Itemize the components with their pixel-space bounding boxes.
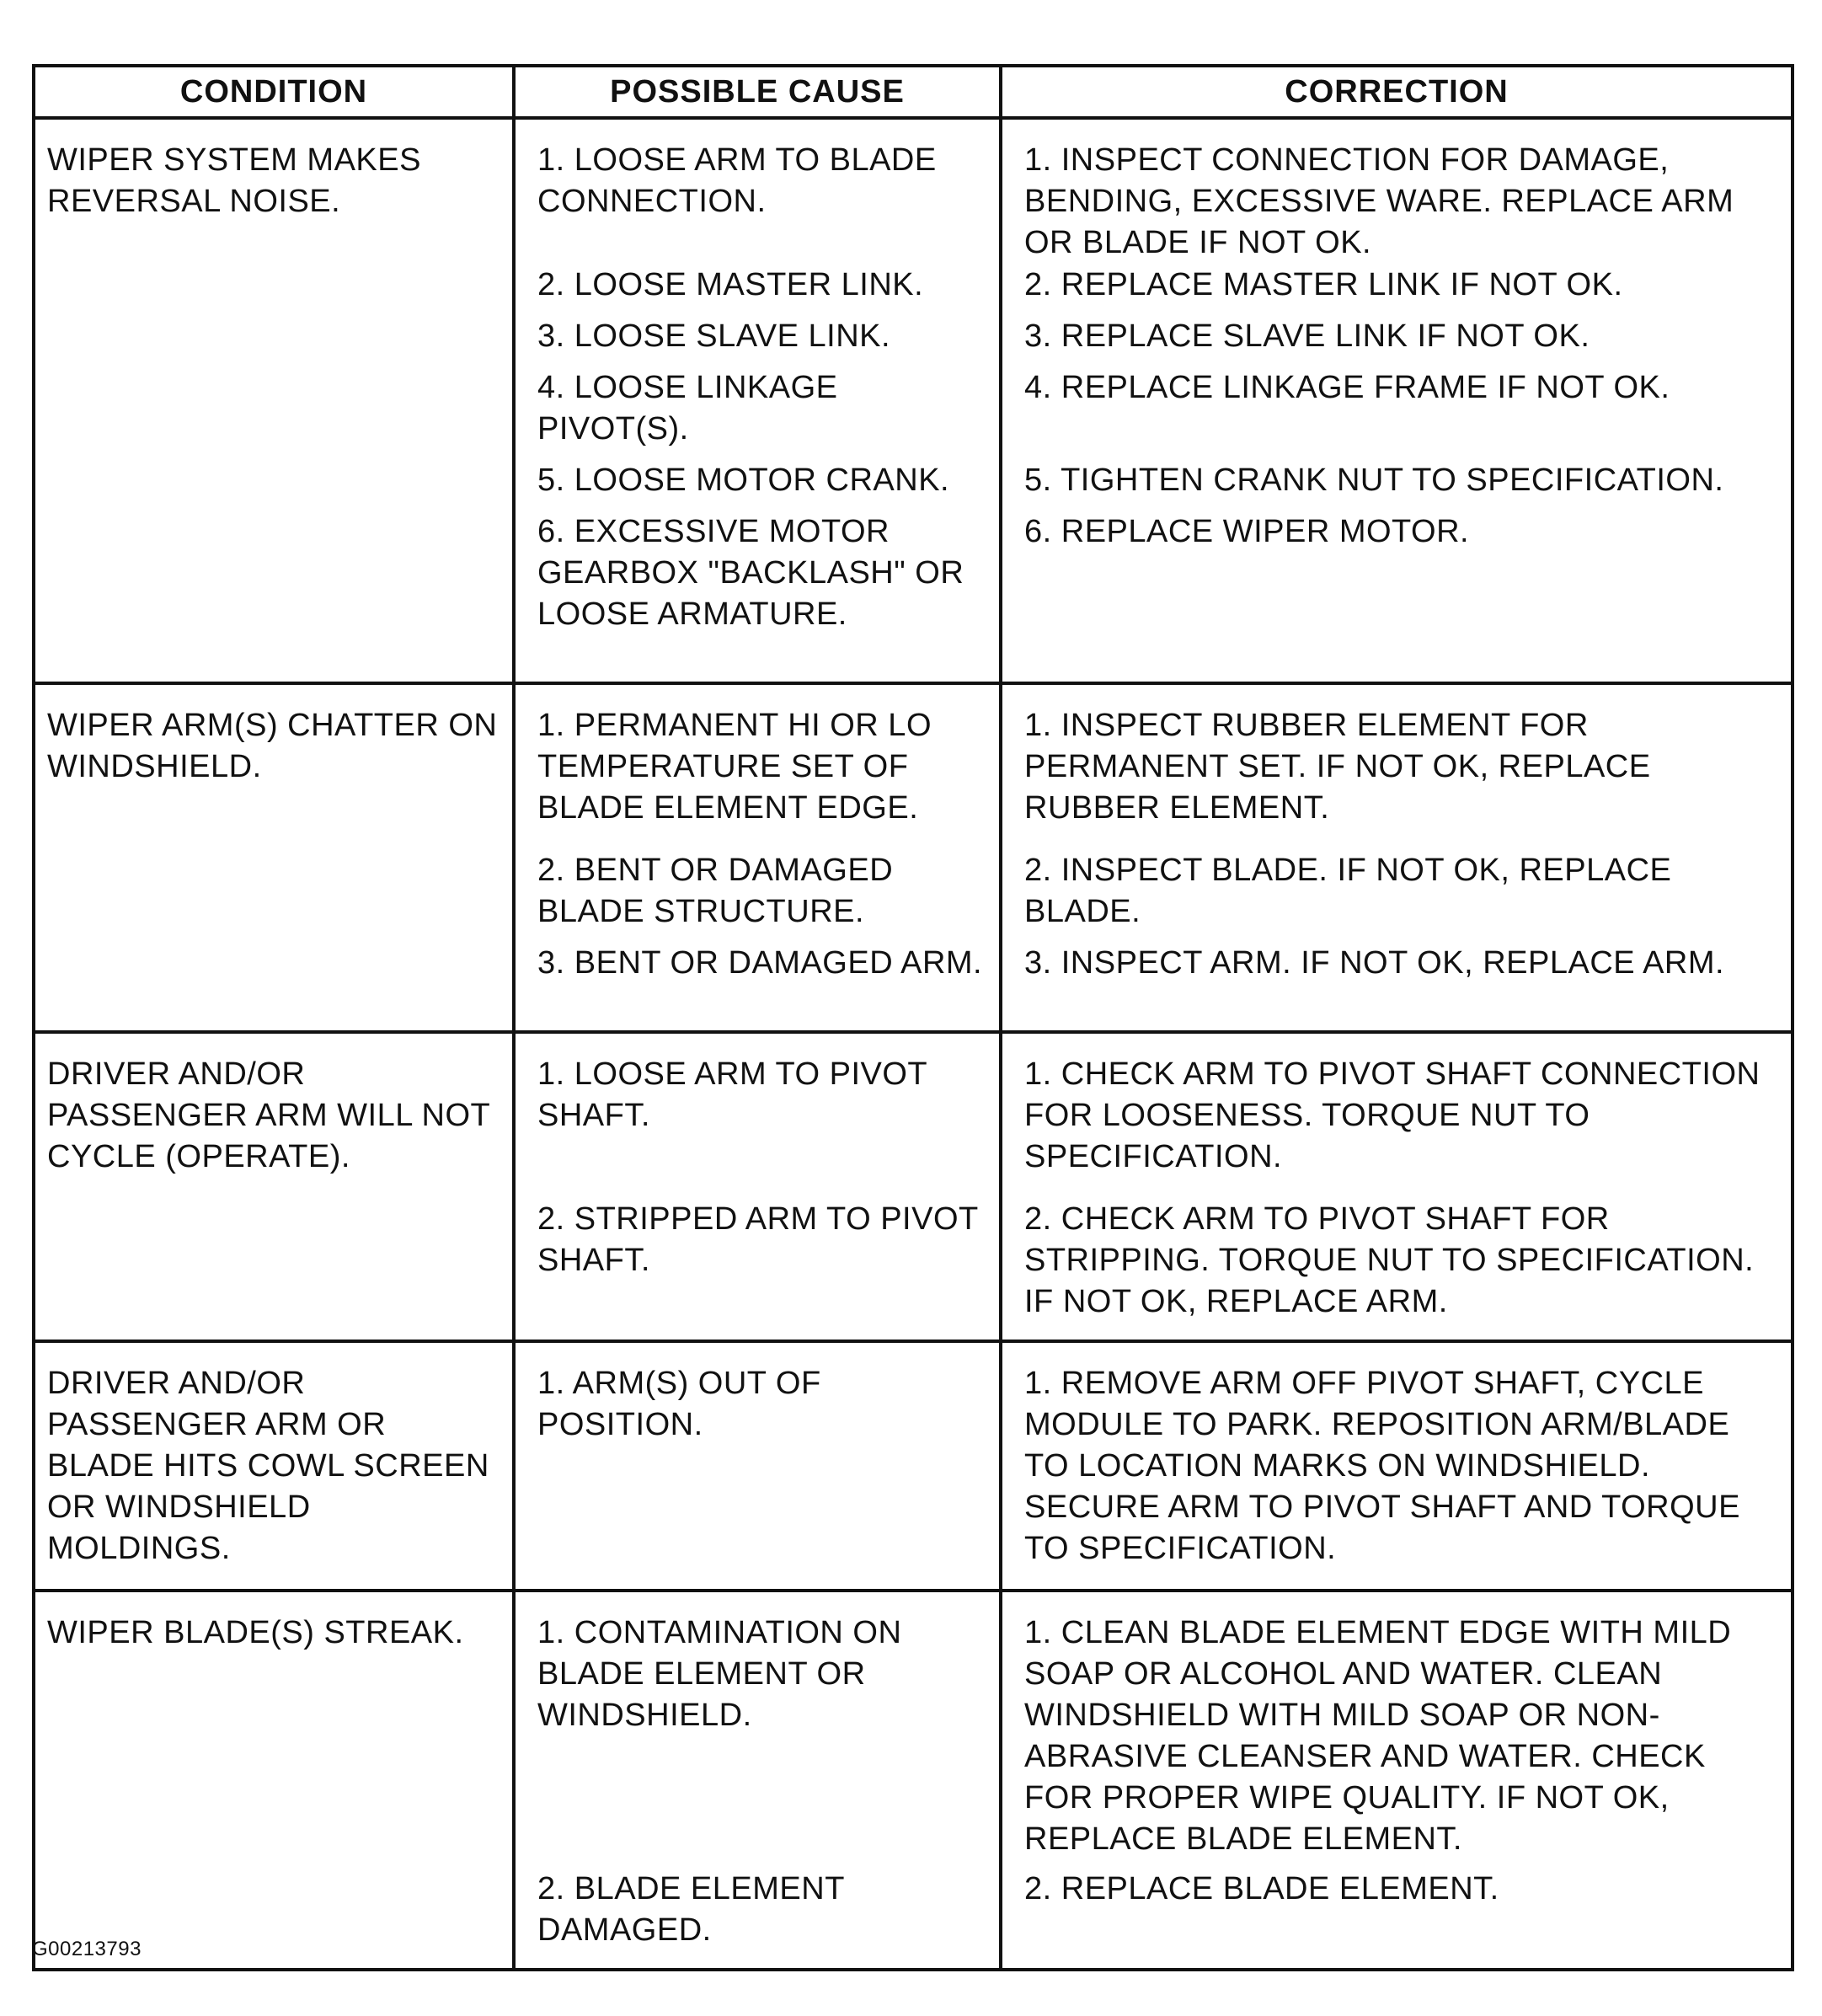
correction-item: 1. CHECK ARM TO PIVOT SHAFT CONNECTION FOR LOOSENESS. TORQUE NUT TO SPECIFICATION.: [1024, 1056, 1761, 1174]
correction-cell: [1001, 1591, 1793, 1970]
cause-item: 1. LOOSE ARM TO BLADE CONNECTION.: [537, 142, 937, 219]
correction-item: 6. REPLACE WIPER MOTOR.: [1024, 514, 1470, 549]
figure-id-label: G00213793: [32, 1938, 142, 1960]
cause-item: 2. BENT OR DAMAGED BLADE STRUCTURE.: [537, 853, 894, 929]
table-row: [34, 1591, 1793, 1970]
cause-item: 1. LOOSE ARM TO PIVOT SHAFT.: [537, 1056, 927, 1133]
cause-item: 5. LOOSE MOTOR CRANK.: [537, 463, 950, 498]
correction-cell: [1001, 1032, 1793, 1341]
header-condition: CONDITION: [34, 66, 514, 118]
cause-item: 4. LOOSE LINKAGE PIVOT(S).: [537, 370, 838, 447]
cause-item: 6. EXCESSIVE MOTOR GEARBOX "BACKLASH" OR LOOSE ARMATURE.: [537, 514, 964, 632]
cause-cell: [514, 1341, 1001, 1591]
cause-cell: [514, 118, 1001, 683]
correction-item: 2. REPLACE BLADE ELEMENT.: [1024, 1871, 1499, 1906]
correction-item: 4. REPLACE LINKAGE FRAME IF NOT OK.: [1024, 370, 1670, 405]
condition-cell: DRIVER AND/OR PASSENGER ARM OR BLADE HITS COWL SCREEN OR WINDSHIELD MOLDINGS.: [34, 1341, 514, 1591]
cause-item: 3. BENT OR DAMAGED ARM.: [537, 945, 983, 981]
correction-item: 3. REPLACE SLAVE LINK IF NOT OK.: [1024, 318, 1590, 354]
header-row: [34, 66, 1793, 118]
correction-item: 2. REPLACE MASTER LINK IF NOT OK.: [1024, 267, 1623, 302]
cause-item: 2. BLADE ELEMENT DAMAGED.: [537, 1871, 845, 1948]
table-row: [34, 1341, 1793, 1591]
diagnosis-table: [32, 64, 1794, 1971]
cause-item: 1. ARM(S) OUT OF POSITION.: [537, 1366, 821, 1442]
condition-cell: WIPER BLADE(S) STREAK.: [34, 1591, 514, 1970]
table-row: [34, 1032, 1793, 1341]
table-header: [34, 66, 1793, 118]
correction-item: 2. CHECK ARM TO PIVOT SHAFT FOR STRIPPING. TORQUE NUT TO SPECIFICATION. IF NOT OK, REPLACE ARM.: [1024, 1201, 1755, 1319]
correction-item: 3. INSPECT ARM. IF NOT OK, REPLACE ARM.: [1024, 945, 1725, 981]
correction-item: 1. INSPECT RUBBER ELEMENT FOR PERMANENT SET. IF NOT OK, REPLACE RUBBER ELEMENT.: [1024, 708, 1651, 826]
cause-item: 1. PERMANENT HI OR LO TEMPERATURE SET OF BLADE ELEMENT EDGE.: [537, 708, 932, 826]
correction-item: 1. REMOVE ARM OFF PIVOT SHAFT, CYCLE MODULE TO PARK. REPOSITION ARM/BLADE TO LOCATION MARKS ON WINDSHIELD. SECURE ARM TO PIVOT SHAFT AND TORQUE TO SPECIFICATION.: [1024, 1366, 1740, 1566]
condition-cell: WIPER SYSTEM MAKES REVERSAL NOISE.: [34, 118, 514, 683]
correction-cell: [1001, 1341, 1793, 1591]
header-correction: CORRECTION: [1001, 66, 1793, 118]
correction-item: 5. TIGHTEN CRANK NUT TO SPECIFICATION.: [1024, 463, 1724, 498]
table-row: [34, 118, 1793, 683]
table-body: [34, 118, 1793, 1970]
cause-item: 1. CONTAMINATION ON BLADE ELEMENT OR WINDSHIELD.: [537, 1615, 902, 1733]
condition-cell: WIPER ARM(S) CHATTER ON WINDSHIELD.: [34, 683, 514, 1032]
correction-item: 1. CLEAN BLADE ELEMENT EDGE WITH MILD SOAP OR ALCOHOL AND WATER. CLEAN WINDSHIELD WITH MILD SOAP OR NON-ABRASIVE CLEANSER AND WATER. CHECK FOR PROPER WIPE QUALITY. IF NOT OK, REPLACE BLADE ELEMENT.: [1024, 1615, 1732, 1857]
correction-item: 2. INSPECT BLADE. IF NOT OK, REPLACE BLADE.: [1024, 853, 1672, 929]
correction-item: 1. INSPECT CONNECTION FOR DAMAGE, BENDING, EXCESSIVE WARE. REPLACE ARM OR BLADE IF NOT OK.: [1024, 142, 1734, 260]
condition-cell: DRIVER AND/OR PASSENGER ARM WILL NOT CYCLE (OPERATE).: [34, 1032, 514, 1341]
cause-cell: [514, 1032, 1001, 1341]
table-row: [34, 683, 1793, 1032]
correction-cell: [1001, 118, 1793, 683]
cause-cell: [514, 683, 1001, 1032]
cause-item: 2. STRIPPED ARM TO PIVOT SHAFT.: [537, 1201, 979, 1278]
correction-cell: [1001, 683, 1793, 1032]
cause-cell: [514, 1591, 1001, 1970]
cause-item: 3. LOOSE SLAVE LINK.: [537, 318, 891, 354]
header-possible-cause: POSSIBLE CAUSE: [514, 66, 1001, 118]
cause-item: 2. LOOSE MASTER LINK.: [537, 267, 924, 302]
